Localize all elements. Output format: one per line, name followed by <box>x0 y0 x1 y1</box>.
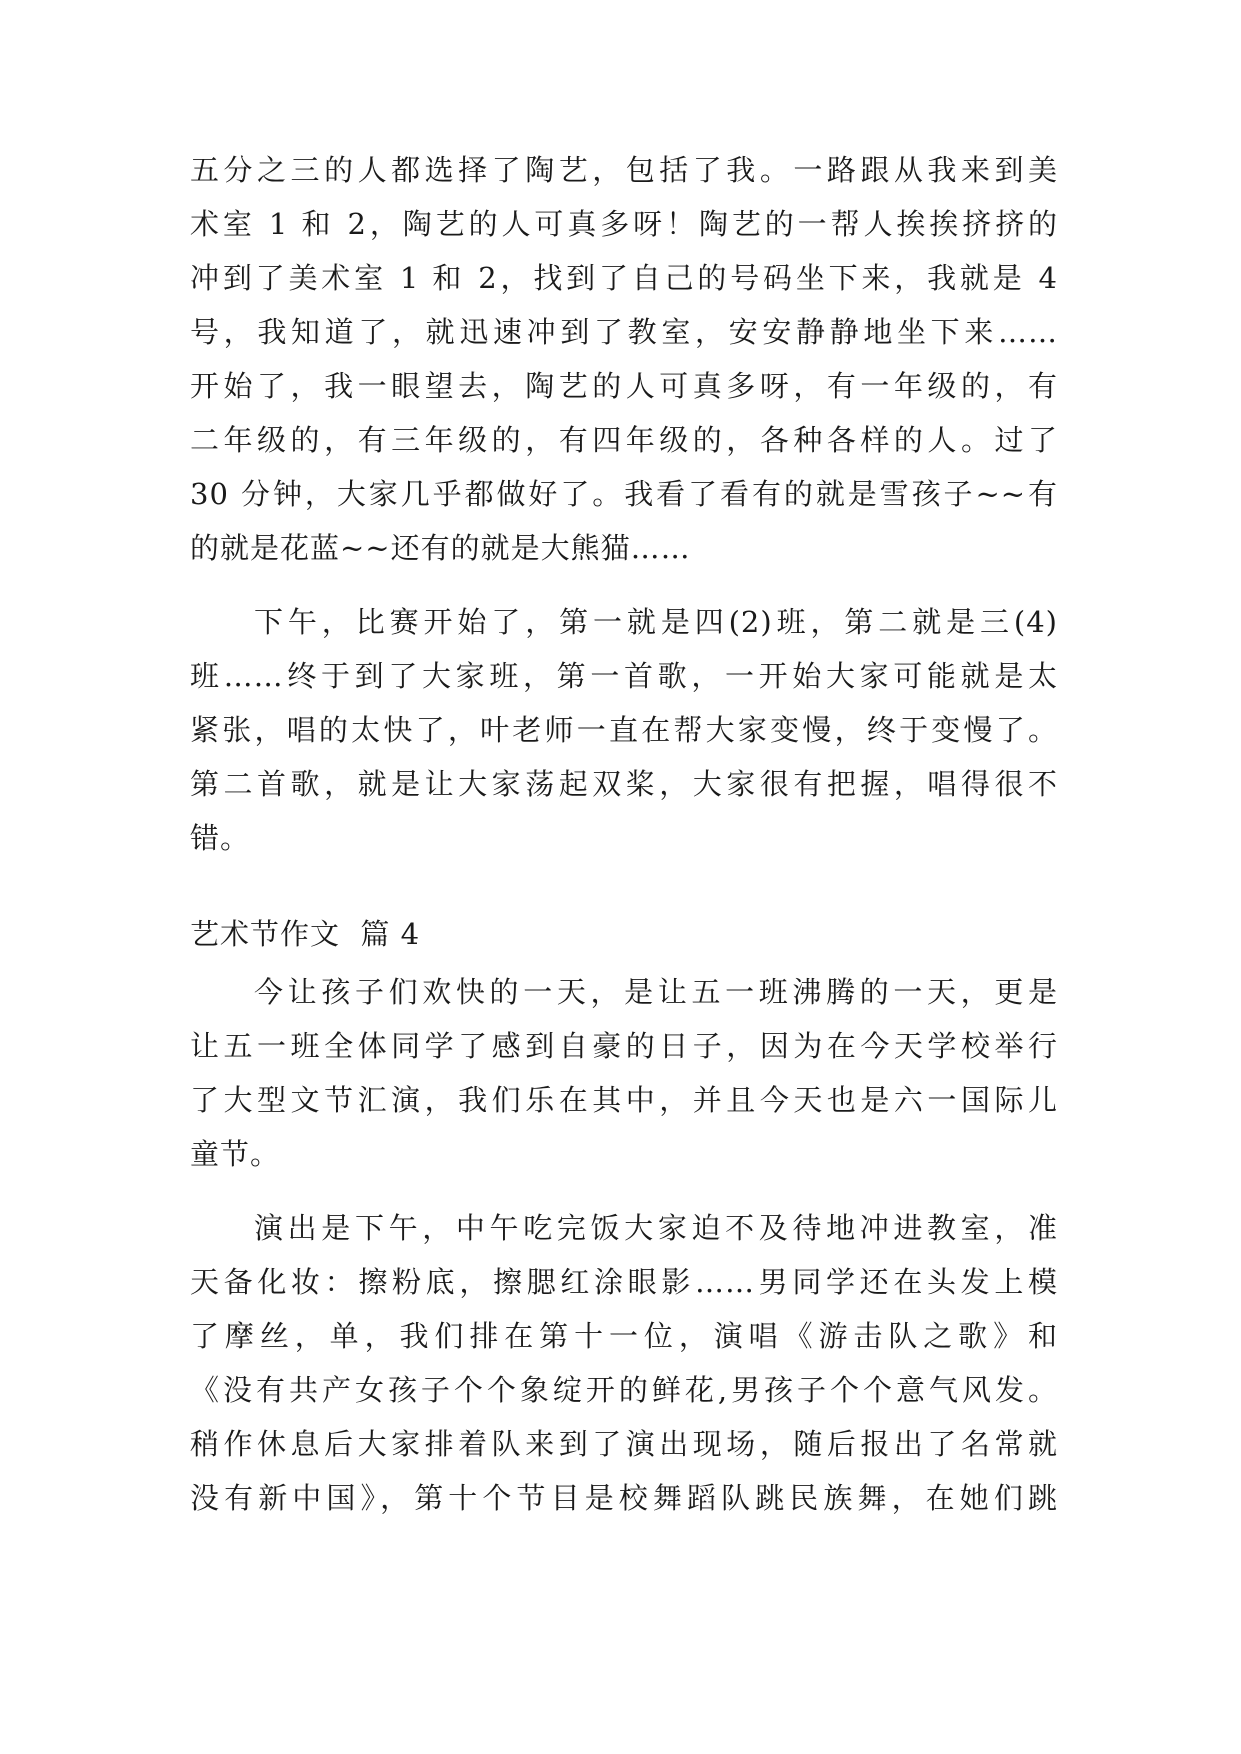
text-line: 冲到了美术室 1 和 2，找到了自己的号码坐下来，我就是 4 <box>190 261 1058 295</box>
text-line: 号，我知道了，就迅速冲到了教室，安安静静地坐下来…… <box>190 315 1058 349</box>
text-line: 30 分钟，大家几乎都做好了。我看了看有的就是雪孩子~~有 <box>190 477 1058 511</box>
text-line: 了大型文节汇演，我们乐在其中，并且今天也是六一国际儿 <box>190 1083 1058 1117</box>
section-heading: 艺术节作文 篇 4 <box>190 917 421 951</box>
text-line: 让五一班全体同学了感到自豪的日子，因为在今天学校举行 <box>190 1029 1058 1063</box>
text-line: 五分之三的人都选择了陶艺，包括了我。一路跟从我来到美 <box>190 153 1058 187</box>
text-line: 二年级的，有三年级的，有四年级的，各种各样的人。过了 <box>190 423 1058 457</box>
text-line: 演出是下午，中午吃完饭大家迫不及待地冲进教室，准 <box>254 1211 1058 1245</box>
text-line: 没有新中国》，第十个节目是校舞蹈队跳民族舞，在她们跳 <box>190 1481 1058 1515</box>
text-line: 错。 <box>190 821 251 855</box>
text-line: 第二首歌，就是让大家荡起双桨，大家很有把握，唱得很不 <box>190 767 1058 801</box>
text-line: 今让孩子们欢快的一天，是让五一班沸腾的一天，更是 <box>254 975 1058 1009</box>
text-line: 开始了，我一眼望去，陶艺的人可真多呀，有一年级的，有 <box>190 369 1058 403</box>
text-line: 了摩丝，单，我们排在第十一位，演唱《游击队之歌》和 <box>190 1319 1058 1353</box>
text-line: 术室 1 和 2，陶艺的人可真多呀！陶艺的一帮人挨挨挤挤的 <box>190 207 1058 241</box>
text-line: 班……终于到了大家班，第一首歌，一开始大家可能就是太 <box>190 659 1058 693</box>
text-line: 童节。 <box>190 1137 281 1171</box>
text-line: 的就是花蓝~~还有的就是大熊猫…… <box>190 531 691 565</box>
text-line: 《没有共产女孩子个个象绽开的鲜花,男孩子个个意气风发。 <box>190 1373 1058 1407</box>
text-line: 稍作休息后大家排着队来到了演出现场，随后报出了名常就 <box>190 1427 1058 1461</box>
text-line: 天备化妆：擦粉底，擦腮红涂眼影……男同学还在头发上模 <box>190 1265 1058 1299</box>
text-line: 紧张，唱的太快了，叶老师一直在帮大家变慢，终于变慢了。 <box>190 713 1058 747</box>
text-line: 下午，比赛开始了，第一就是四(2)班，第二就是三(4) <box>254 605 1058 639</box>
